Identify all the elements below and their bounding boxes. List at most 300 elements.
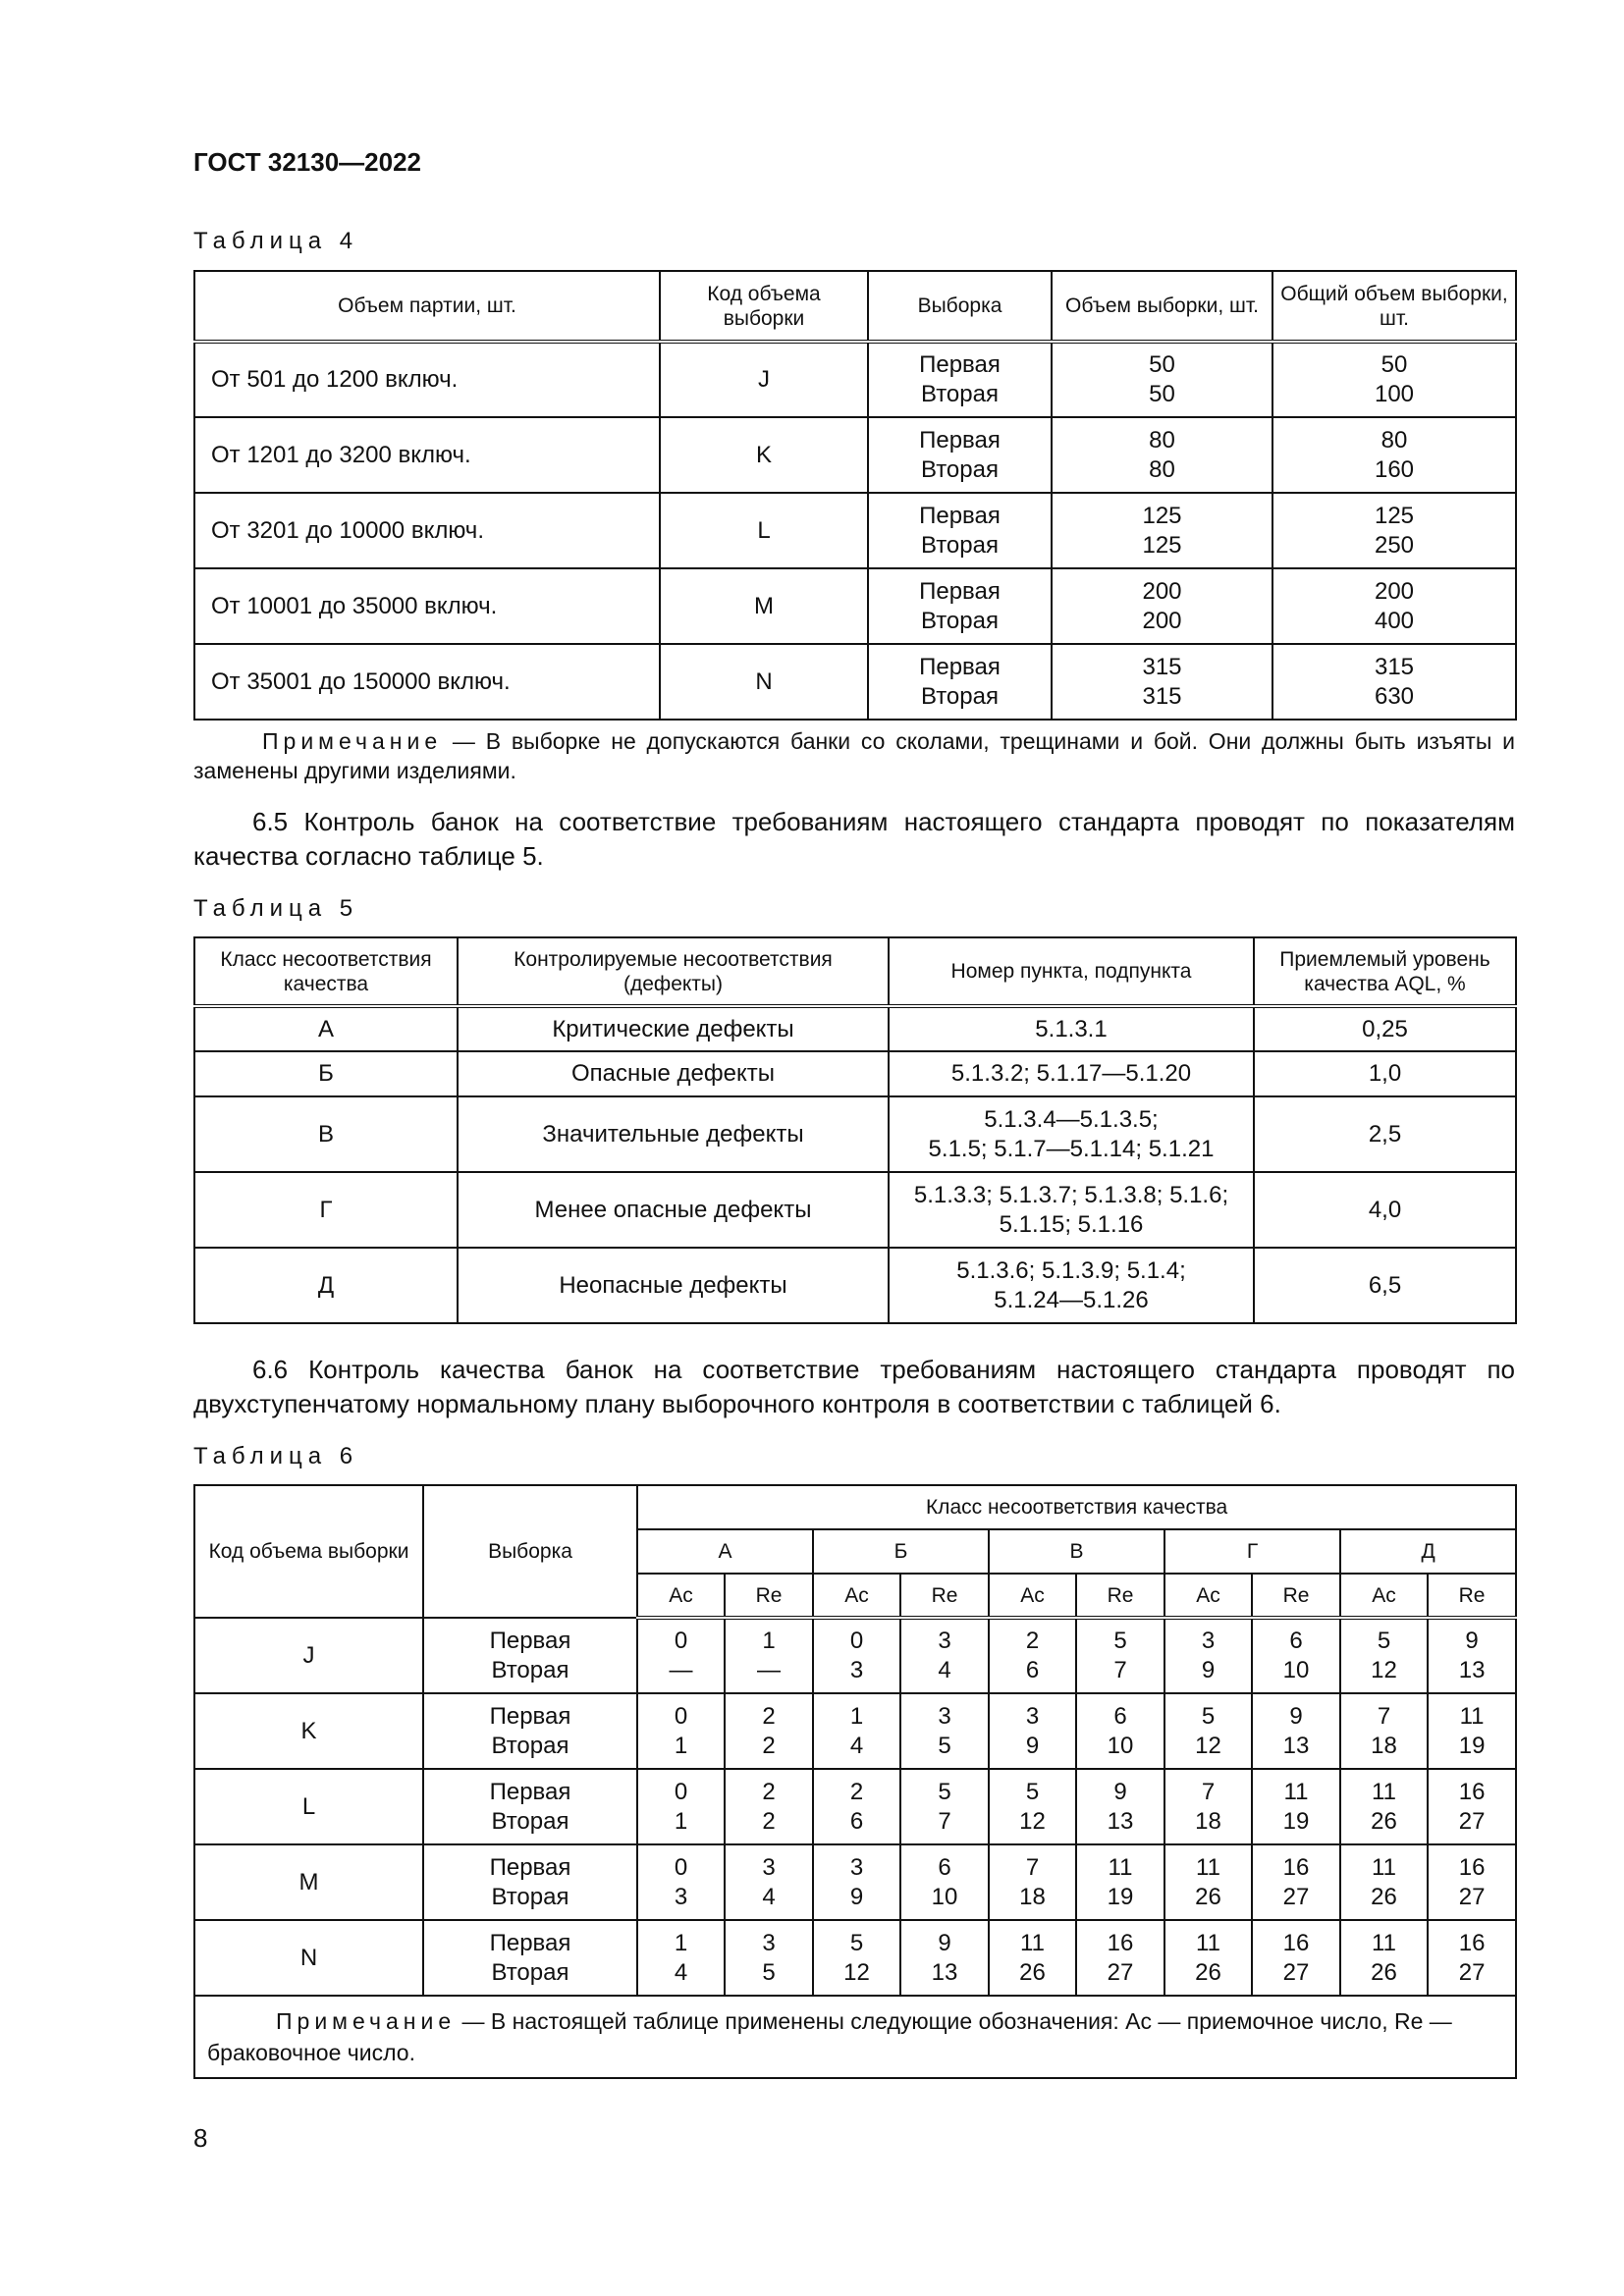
- clause-line-2: 5.1.24—5.1.26: [994, 1286, 1149, 1313]
- re-cell: [1428, 1769, 1516, 1844]
- value-first: 3: [849, 1853, 864, 1881]
- value-second: —: [757, 1657, 781, 1683]
- table5-header-aql: Приемлемый уровень качества AQL, %: [1254, 937, 1516, 1006]
- re-cell: [900, 1693, 989, 1769]
- table5: [193, 936, 1517, 1324]
- ac-cell: [1164, 1618, 1252, 1693]
- table6-caption: Таблица 6: [193, 1443, 359, 1469]
- ac-cell: [1340, 1769, 1428, 1844]
- ac-cell: [813, 1693, 900, 1769]
- table6-header-class: Класс несоответствия качества: [637, 1485, 1516, 1529]
- value-second: 7: [1113, 1657, 1127, 1683]
- value-first: 9: [938, 1929, 951, 1956]
- re-header: Re: [725, 1574, 813, 1618]
- value-second: 27: [1107, 1958, 1134, 1986]
- ac-cell: [813, 1769, 900, 1844]
- ac-cell: [813, 1618, 900, 1693]
- value-first: 5: [938, 1778, 951, 1805]
- sample-cell: [423, 1693, 637, 1769]
- value-second: 27: [1282, 1958, 1310, 1986]
- ac-cell: [1164, 1844, 1252, 1920]
- ac-header: Ac: [637, 1574, 725, 1618]
- code-cell: K: [660, 417, 868, 493]
- value-second: 12: [1195, 1732, 1221, 1759]
- code-cell: N: [194, 1920, 423, 1996]
- table-row: [194, 1051, 1516, 1096]
- code-cell: L: [194, 1769, 423, 1844]
- value-first: 3: [1201, 1628, 1216, 1654]
- re-header: Re: [900, 1574, 989, 1618]
- value-first: 0: [674, 1628, 688, 1654]
- clause-line-2: 5.1.5; 5.1.7—5.1.14; 5.1.21: [928, 1135, 1215, 1162]
- value-first: 3: [762, 1853, 776, 1881]
- value-second: 26: [1019, 1958, 1046, 1986]
- value-second: 7: [938, 1807, 951, 1835]
- table4-header-code: Код объема выборки: [660, 271, 868, 342]
- clause-cell: [889, 1096, 1254, 1172]
- value-second: 2: [762, 1807, 776, 1835]
- re-header: Re: [1076, 1574, 1164, 1618]
- value-first: 2: [849, 1778, 864, 1805]
- table-row: [194, 417, 1516, 493]
- sample-size-cell-first: 315: [1142, 653, 1182, 680]
- clause-line-1: 5.1.3.6; 5.1.3.9; 5.1.4;: [956, 1256, 1186, 1284]
- table5-caption: Таблица 5: [193, 895, 359, 922]
- value-first: 0: [674, 1778, 688, 1805]
- paragraph-6-6-text: 6.6 Контроль качества банок на соответствие требованиям настоящего стандарта проводят по двухступенчатому нормальному плану выборочного контроля в соответствии с таблицей 6.: [193, 1355, 1515, 1418]
- code-cell: J: [660, 342, 868, 417]
- value-second: 3: [849, 1657, 864, 1683]
- ac-cell: [989, 1844, 1076, 1920]
- table-row: [194, 1096, 1516, 1172]
- table4-header-total-size: Общий объем выборки, шт.: [1272, 271, 1516, 342]
- table6-note: [194, 1996, 1516, 2078]
- ac-cell: [637, 1844, 725, 1920]
- value-second: 1: [674, 1807, 688, 1835]
- value-first: 1: [762, 1628, 776, 1654]
- lot-size-cell: От 3201 до 10000 включ.: [194, 493, 660, 568]
- total-size-cell-first: 125: [1374, 502, 1415, 529]
- value-second: 10: [931, 1883, 958, 1910]
- lot-size-cell: От 10001 до 35000 включ.: [194, 568, 660, 644]
- re-cell: [1428, 1920, 1516, 1996]
- class-cell: Г: [194, 1172, 458, 1248]
- defect-cell: Неопасные дефекты: [458, 1248, 889, 1323]
- code-cell: M: [194, 1844, 423, 1920]
- ac-cell: [1340, 1693, 1428, 1769]
- value-second: 27: [1458, 1883, 1486, 1910]
- table4-note-text: — В выборке не допускаются банки со сколами, трещинами и бой. Они должны быть изъяты и заменены другими изделиями.: [193, 728, 1515, 783]
- table-row: [194, 1172, 1516, 1248]
- re-cell: [1076, 1693, 1164, 1769]
- class-header: А: [637, 1529, 813, 1574]
- value-first: 11: [1020, 1929, 1045, 1956]
- aql-cell: 0,25: [1254, 1006, 1516, 1051]
- sample-cell: [868, 417, 1052, 493]
- aql-cell: 2,5: [1254, 1096, 1516, 1172]
- sample-cell: [423, 1769, 637, 1844]
- re-cell: [725, 1693, 813, 1769]
- ac-cell: [1164, 1920, 1252, 1996]
- value-second: 26: [1195, 1883, 1221, 1910]
- sample-cell: [868, 644, 1052, 720]
- re-cell: [900, 1920, 989, 1996]
- defect-cell: Опасные дефекты: [458, 1051, 889, 1096]
- value-first: 11: [1459, 1702, 1485, 1730]
- ac-header: Ac: [1164, 1574, 1252, 1618]
- document-header: ГОСТ 32130—2022: [193, 147, 421, 177]
- clause-cell: [889, 1172, 1254, 1248]
- value-second: 18: [1195, 1807, 1221, 1835]
- value-first: 3: [938, 1628, 951, 1654]
- class-cell: А: [194, 1006, 458, 1051]
- re-cell: [1076, 1769, 1164, 1844]
- re-cell: [1428, 1844, 1516, 1920]
- value-first: 1: [674, 1929, 688, 1956]
- value-second: 18: [1019, 1883, 1046, 1910]
- ac-cell: [637, 1920, 725, 1996]
- re-cell: [1076, 1920, 1164, 1996]
- re-cell: [900, 1844, 989, 1920]
- sample-second: Вторая: [491, 1656, 569, 1683]
- code-cell: M: [660, 568, 868, 644]
- total-size-cell-second: 250: [1374, 531, 1415, 559]
- page-number: 8: [193, 2123, 208, 2153]
- defect-cell: Значительные дефекты: [458, 1096, 889, 1172]
- value-first: 9: [1289, 1702, 1303, 1730]
- table4-note: [193, 726, 1515, 785]
- value-first: 9: [1465, 1628, 1479, 1654]
- value-first: 11: [1108, 1853, 1133, 1881]
- total-size-cell: [1272, 417, 1516, 493]
- sample-cell: [868, 493, 1052, 568]
- sample-size-cell: [1052, 568, 1272, 644]
- ac-cell: [989, 1693, 1076, 1769]
- sample-cell: [423, 1920, 637, 1996]
- class-header: Б: [813, 1529, 989, 1574]
- defect-cell: Менее опасные дефекты: [458, 1172, 889, 1248]
- value-second: 13: [1107, 1807, 1134, 1835]
- value-first: 5: [1201, 1702, 1216, 1730]
- table6-header-sample: Выборка: [423, 1485, 637, 1618]
- value-first: 0: [849, 1628, 864, 1654]
- lot-size-cell: От 1201 до 3200 включ.: [194, 417, 660, 493]
- table-row: [194, 1920, 1516, 1996]
- sample-first: Первая: [489, 1853, 571, 1881]
- clause-line-1: 5.1.3.2; 5.1.17—5.1.20: [950, 1060, 1192, 1087]
- value-second: 4: [849, 1732, 864, 1759]
- value-second: 9: [849, 1883, 864, 1910]
- value-first: 11: [1372, 1853, 1396, 1881]
- total-size-cell-second: 160: [1374, 455, 1415, 483]
- sample-size-cell-second: 50: [1149, 381, 1175, 407]
- value-second: 9: [1025, 1732, 1040, 1759]
- clause-cell: [889, 1248, 1254, 1323]
- sample-size-cell-first: 80: [1149, 426, 1175, 454]
- value-second: 13: [1458, 1657, 1486, 1683]
- table6: [193, 1484, 1517, 2079]
- ac-cell: [637, 1693, 725, 1769]
- table-row: [194, 342, 1516, 417]
- total-size-cell-first: 50: [1380, 351, 1408, 378]
- value-first: 6: [1289, 1628, 1303, 1654]
- table4-header-sample-size: Объем выборки, шт.: [1052, 271, 1272, 342]
- code-cell: L: [660, 493, 868, 568]
- value-second: 27: [1458, 1958, 1486, 1986]
- table-row: [194, 493, 1516, 568]
- re-header: Re: [1252, 1574, 1340, 1618]
- sample-size-cell: [1052, 417, 1272, 493]
- value-second: 26: [1195, 1958, 1221, 1986]
- sample-second: Вторая: [491, 1958, 569, 1986]
- re-cell: [1252, 1769, 1340, 1844]
- value-second: 10: [1282, 1657, 1310, 1683]
- table-row: [194, 1006, 1516, 1051]
- value-first: 7: [1025, 1853, 1040, 1881]
- value-second: —: [669, 1657, 693, 1683]
- aql-cell: 4,0: [1254, 1172, 1516, 1248]
- value-first: 1: [849, 1702, 864, 1730]
- sample-cell-second: Вторая: [921, 682, 999, 710]
- re-cell: [725, 1769, 813, 1844]
- sample-cell-first: Первая: [919, 351, 1001, 378]
- sample-size-cell: [1052, 493, 1272, 568]
- table-row: [194, 644, 1516, 720]
- value-second: 19: [1107, 1883, 1134, 1910]
- value-second: 4: [674, 1958, 688, 1986]
- value-first: 11: [1372, 1929, 1396, 1956]
- value-second: 27: [1458, 1807, 1486, 1835]
- paragraph-6-6: [193, 1353, 1515, 1421]
- value-second: 18: [1371, 1732, 1397, 1759]
- total-size-cell-first: 80: [1380, 426, 1408, 454]
- sample-size-cell-second: 125: [1142, 531, 1182, 559]
- total-size-cell: [1272, 568, 1516, 644]
- re-cell: [725, 1618, 813, 1693]
- clause-line-2: 5.1.15; 5.1.16: [999, 1210, 1144, 1238]
- value-second: 12: [843, 1958, 870, 1986]
- sample-cell-second: Вторая: [921, 455, 999, 483]
- sample-size-cell-first: 125: [1142, 502, 1182, 529]
- paragraph-6-5: [193, 805, 1515, 874]
- sample-size-cell: [1052, 342, 1272, 417]
- re-cell: [1428, 1618, 1516, 1693]
- ac-cell: [989, 1769, 1076, 1844]
- value-first: 0: [674, 1853, 688, 1881]
- table-row: [194, 1769, 1516, 1844]
- sample-size-cell-first: 200: [1142, 577, 1182, 605]
- total-size-cell: [1272, 644, 1516, 720]
- sample-second: Вторая: [491, 1883, 569, 1910]
- aql-cell: 6,5: [1254, 1248, 1516, 1323]
- sample-first: Первая: [489, 1702, 571, 1730]
- value-first: 5: [1377, 1628, 1391, 1654]
- total-size-cell: [1272, 342, 1516, 417]
- value-first: 11: [1372, 1778, 1396, 1805]
- re-cell: [725, 1844, 813, 1920]
- value-first: 16: [1282, 1853, 1310, 1881]
- table-row: [194, 568, 1516, 644]
- sample-second: Вторая: [491, 1732, 569, 1759]
- value-second: 6: [1025, 1657, 1040, 1683]
- table-row: [194, 1844, 1516, 1920]
- value-second: 1: [674, 1732, 688, 1759]
- sample-cell-second: Вторая: [921, 607, 999, 634]
- sample-cell: [423, 1618, 637, 1693]
- value-first: 2: [1025, 1628, 1040, 1654]
- table5-header-class: Класс несоответствия качества: [194, 937, 458, 1006]
- value-second: 3: [674, 1883, 688, 1910]
- lot-size-cell: От 501 до 1200 включ.: [194, 342, 660, 417]
- value-first: 11: [1196, 1853, 1220, 1881]
- re-cell: [725, 1920, 813, 1996]
- table4: [193, 270, 1517, 721]
- class-header: В: [989, 1529, 1164, 1574]
- total-size-cell-second: 100: [1374, 381, 1415, 407]
- re-header: Re: [1428, 1574, 1516, 1618]
- value-second: 19: [1458, 1732, 1486, 1759]
- value-second: 26: [1371, 1883, 1397, 1910]
- sample-cell: [868, 568, 1052, 644]
- total-size-cell: [1272, 493, 1516, 568]
- total-size-cell-second: 400: [1374, 607, 1415, 634]
- value-first: 16: [1458, 1929, 1486, 1956]
- sample-cell: [423, 1844, 637, 1920]
- clause-line-1: 5.1.3.4—5.1.3.5;: [984, 1105, 1159, 1133]
- ac-cell: [637, 1618, 725, 1693]
- re-cell: [900, 1618, 989, 1693]
- value-second: 12: [1019, 1807, 1046, 1835]
- ac-cell: [1340, 1920, 1428, 1996]
- total-size-cell-first: 315: [1374, 653, 1415, 680]
- value-first: 0: [674, 1702, 688, 1730]
- code-cell: K: [194, 1693, 423, 1769]
- ac-header: Ac: [989, 1574, 1076, 1618]
- value-second: 13: [1282, 1732, 1310, 1759]
- table-row: [194, 1693, 1516, 1769]
- table6-note-label: Примечание: [276, 2008, 457, 2034]
- value-second: 26: [1371, 1958, 1397, 1986]
- value-second: 4: [762, 1883, 776, 1910]
- clause-line-1: 5.1.3.1: [1035, 1015, 1108, 1042]
- re-cell: [1252, 1920, 1340, 1996]
- value-second: 5: [938, 1732, 951, 1759]
- sample-size-cell-second: 315: [1142, 682, 1182, 710]
- code-cell: J: [194, 1618, 423, 1693]
- value-first: 16: [1107, 1929, 1134, 1956]
- sample-cell-first: Первая: [919, 653, 1001, 680]
- value-second: 5: [762, 1958, 776, 1986]
- paragraph-6-5-text: 6.5 Контроль банок на соответствие требованиям настоящего стандарта проводят по показателям качества согласно таблице 5.: [193, 807, 1515, 871]
- sample-cell-first: Первая: [919, 502, 1001, 529]
- value-second: 9: [1201, 1657, 1216, 1683]
- value-first: 6: [938, 1853, 951, 1881]
- ac-cell: [1164, 1693, 1252, 1769]
- ac-cell: [813, 1844, 900, 1920]
- value-first: 7: [1201, 1778, 1216, 1805]
- sample-cell-second: Вторая: [921, 531, 999, 559]
- table6-header-code: Код объема выборки: [194, 1485, 423, 1618]
- clause-cell: [889, 1006, 1254, 1051]
- value-first: 6: [1113, 1702, 1127, 1730]
- value-second: 2: [762, 1732, 776, 1759]
- ac-header: Ac: [813, 1574, 900, 1618]
- table5-header-clause: Номер пункта, подпункта: [889, 937, 1254, 1006]
- class-cell: Д: [194, 1248, 458, 1323]
- value-first: 16: [1282, 1929, 1310, 1956]
- value-first: 3: [1025, 1702, 1040, 1730]
- sample-cell: [868, 342, 1052, 417]
- total-size-cell-first: 200: [1374, 577, 1415, 605]
- value-second: 12: [1371, 1657, 1397, 1683]
- value-first: 5: [849, 1929, 864, 1956]
- value-first: 3: [762, 1929, 776, 1956]
- value-first: 16: [1458, 1778, 1486, 1805]
- ac-cell: [1340, 1618, 1428, 1693]
- re-cell: [1076, 1844, 1164, 1920]
- table4-caption: Таблица 4: [193, 228, 359, 254]
- value-second: 19: [1282, 1807, 1310, 1835]
- class-header: Г: [1164, 1529, 1340, 1574]
- table-row: [194, 1248, 1516, 1323]
- value-second: 13: [931, 1958, 958, 1986]
- re-cell: [900, 1769, 989, 1844]
- defect-cell: Критические дефекты: [458, 1006, 889, 1051]
- table6-note-text: — В настоящей таблице применены следующие обозначения: Ac — приемочное число, Re — браковочное число.: [207, 2008, 1452, 2065]
- code-cell: N: [660, 644, 868, 720]
- value-first: 7: [1377, 1702, 1391, 1730]
- value-first: 3: [938, 1702, 951, 1730]
- re-cell: [1076, 1618, 1164, 1693]
- value-first: 5: [1025, 1778, 1040, 1805]
- value-first: 5: [1113, 1628, 1127, 1654]
- sample-cell-second: Вторая: [921, 381, 999, 407]
- table4-header-sample: Выборка: [868, 271, 1052, 342]
- clause-cell: [889, 1051, 1254, 1096]
- table5-header-defects: Контролируемые несоответствия (дефекты): [458, 937, 889, 1006]
- class-cell: В: [194, 1096, 458, 1172]
- table4-note-label: Примечание: [262, 728, 443, 754]
- sample-first: Первая: [489, 1929, 571, 1956]
- re-cell: [1252, 1844, 1340, 1920]
- sample-size-cell-second: 200: [1142, 607, 1182, 634]
- ac-cell: [989, 1618, 1076, 1693]
- class-header: Д: [1340, 1529, 1516, 1574]
- re-cell: [1428, 1693, 1516, 1769]
- value-first: 2: [762, 1778, 776, 1805]
- table4-header-lot: Объем партии, шт.: [194, 271, 660, 342]
- value-first: 11: [1283, 1778, 1309, 1805]
- ac-cell: [1340, 1844, 1428, 1920]
- value-first: 2: [762, 1702, 776, 1730]
- ac-cell: [637, 1769, 725, 1844]
- value-second: 6: [849, 1807, 864, 1835]
- value-first: 11: [1196, 1929, 1220, 1956]
- value-second: 4: [938, 1657, 951, 1683]
- sample-size-cell: [1052, 644, 1272, 720]
- sample-size-cell-second: 80: [1149, 455, 1175, 483]
- class-cell: Б: [194, 1051, 458, 1096]
- sample-first: Первая: [489, 1627, 571, 1654]
- value-second: 27: [1282, 1883, 1310, 1910]
- ac-cell: [813, 1920, 900, 1996]
- value-second: 26: [1371, 1807, 1397, 1835]
- ac-cell: [989, 1920, 1076, 1996]
- clause-line-1: 5.1.3.3; 5.1.3.7; 5.1.3.8; 5.1.6;: [913, 1181, 1229, 1208]
- lot-size-cell: От 35001 до 150000 включ.: [194, 644, 660, 720]
- aql-cell: 1,0: [1254, 1051, 1516, 1096]
- sample-first: Первая: [489, 1778, 571, 1805]
